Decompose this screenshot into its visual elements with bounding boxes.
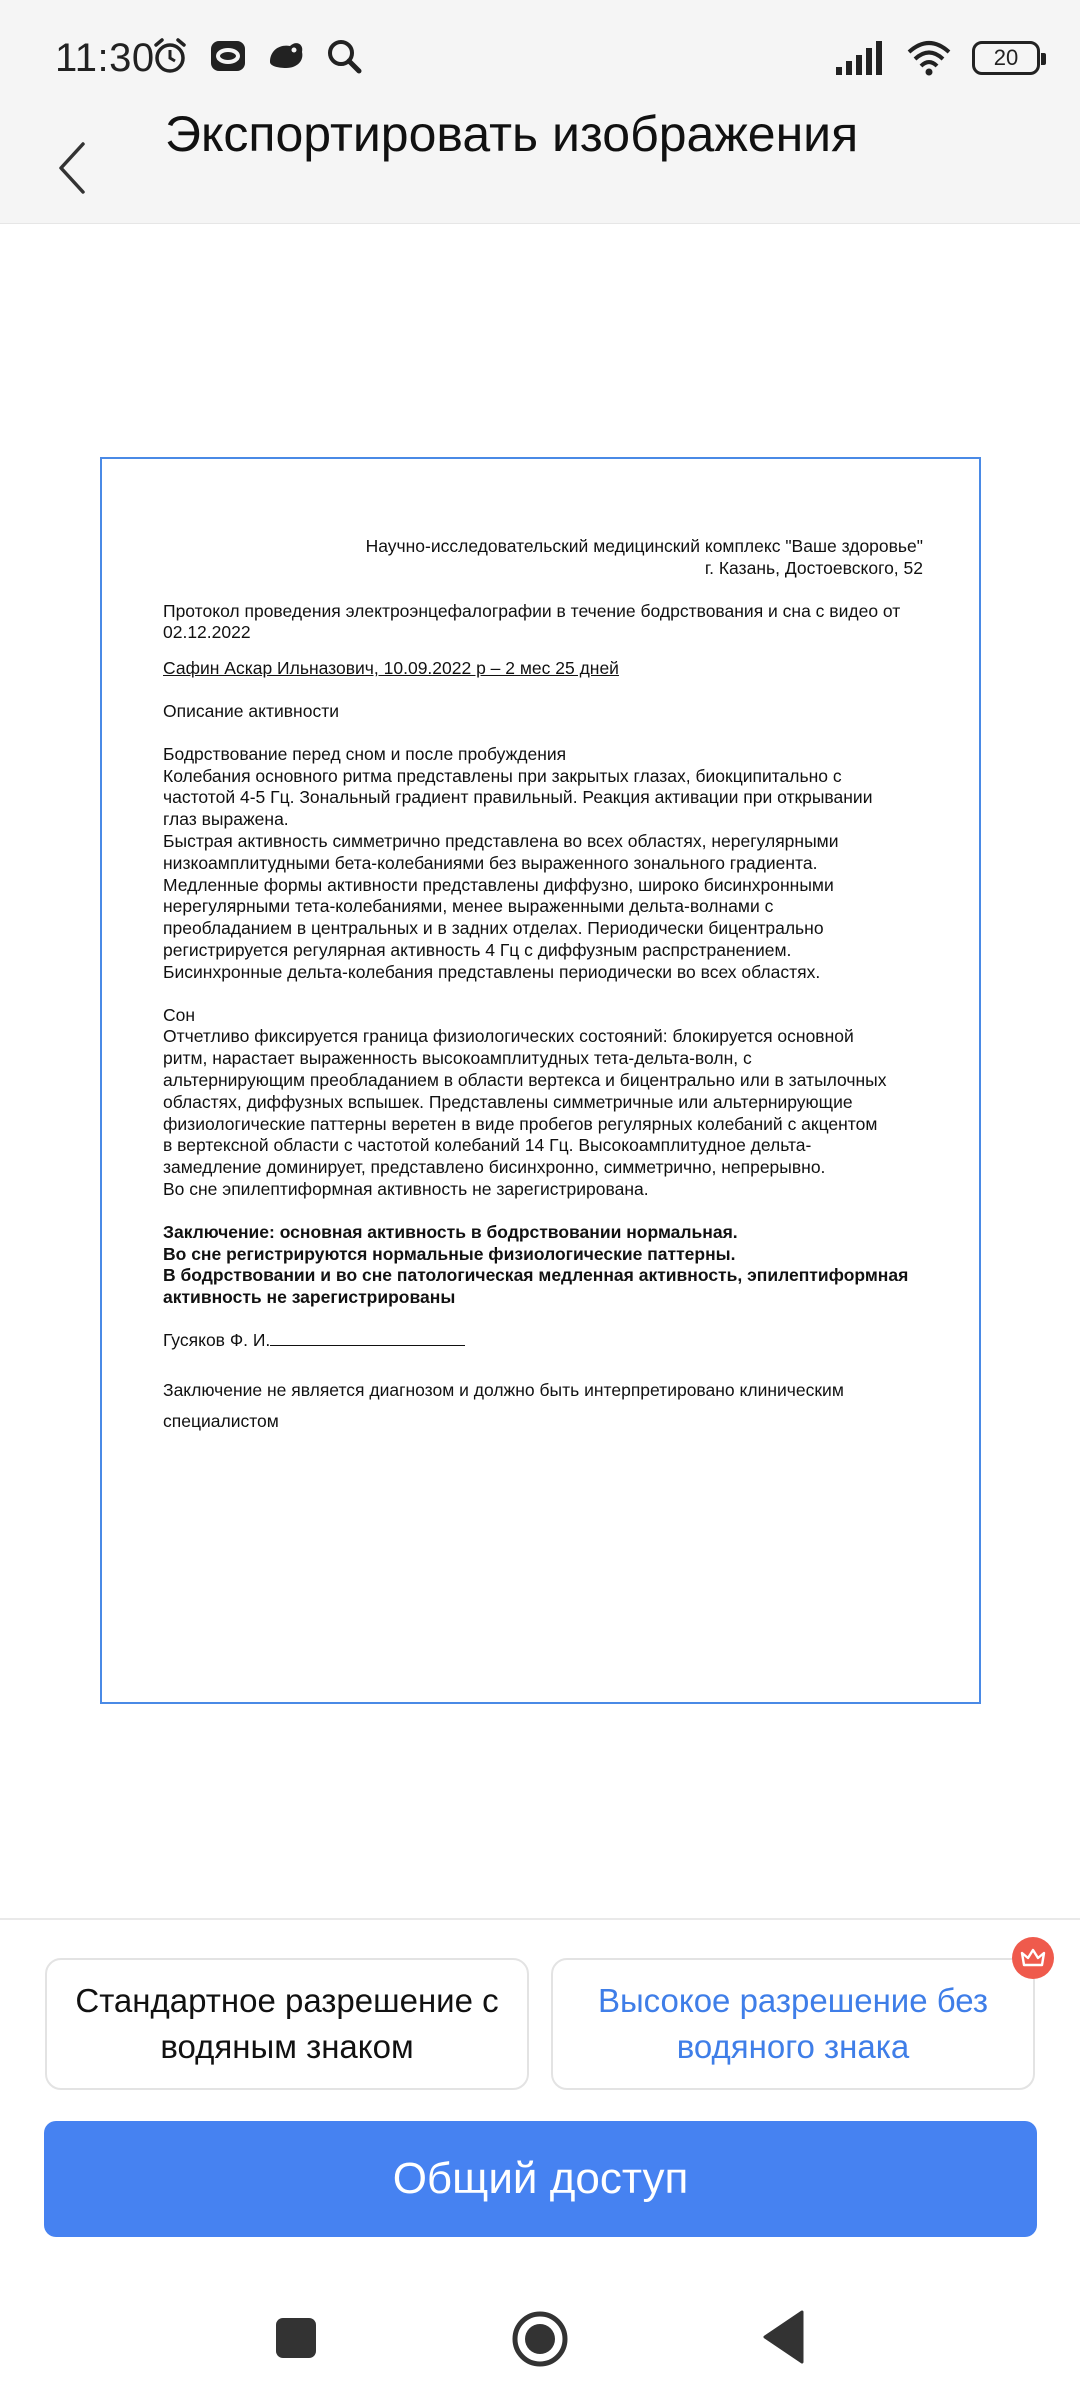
doc-org-name: Научно-исследовательский медицинский комплекс "Ваше здоровье" <box>365 536 923 556</box>
doc-signature-line <box>270 1330 465 1346</box>
doc-sleep-line: Отчетливо фиксируется граница физиологических состояний: блокируется основной <box>163 1026 854 1047</box>
doc-sleep-line: Во сне эпилептиформная активность не зарегистрирована. <box>163 1178 649 1199</box>
crown-icon <box>1020 1947 1046 1969</box>
doc-wake-line: Быстрая активность симметрично представлена во всех областях, нерегулярными <box>163 830 839 851</box>
preview-area <box>0 225 1080 1915</box>
back-arrow-icon <box>55 140 89 196</box>
battery-indicator: 20 <box>972 41 1040 75</box>
doc-conclusion-line: активность не зарегистрированы <box>163 1287 456 1308</box>
back-button[interactable] <box>40 128 104 208</box>
doc-wake-line: Медленные формы активности представлены диффузно, широко бисинхронными <box>163 874 834 895</box>
doc-protocol-title: Протокол проведения электроэнцефалографии в течение бодрствования и сна с видео от 02.12.2022 <box>163 600 901 643</box>
mascot-icon <box>266 36 306 76</box>
doc-disclaimer-line: специалистом <box>163 1410 279 1431</box>
doc-sleep-line: в вертексной области с частотой колебаний 14 Гц. Высокоамплитудное дельта- <box>163 1135 812 1156</box>
doc-activity-heading: Описание активности <box>163 700 339 721</box>
wifi-icon <box>906 40 952 76</box>
doc-sleep-line: замедление доминирует, представлено бисинхронно, симметрично, непрерывно. <box>163 1157 826 1178</box>
page-title: Экспортировать изображения <box>165 106 859 162</box>
doc-wake-line: глаз выражена. <box>163 809 289 830</box>
doc-sleep-line: ритм, нарастает выраженность высокоамплитудных тета-дельта-волн, с <box>163 1048 752 1069</box>
search-icon <box>324 36 364 76</box>
doc-wake-line: низкоамплитудными бета-колебаниями без выраженного зонального градиента. <box>163 852 818 873</box>
doc-wake-line: нерегулярными тета-колебаниями, менее выраженными дельта-волнами с <box>163 896 774 917</box>
alarm-icon <box>150 36 190 76</box>
doc-conclusion-line: Заключение: основная активность в бодрствовании нормальная. <box>163 1221 738 1242</box>
recent-apps-icon[interactable] <box>275 2317 317 2359</box>
status-time: 11:30 <box>55 36 155 80</box>
doc-wake-line: регистрируется регулярная активность 4 Гц с диффузным распрстранением. <box>163 939 792 960</box>
doc-disclaimer-line: Заключение не является диагнозом и должно быть интерпретировано клиническим <box>163 1379 844 1400</box>
system-nav-bar <box>0 2260 1080 2400</box>
app-icon <box>208 36 248 76</box>
doc-signature-row <box>163 1330 923 1352</box>
standard-resolution-option[interactable] <box>45 1958 529 2090</box>
doc-signature: Гусяков Ф. И. <box>163 1329 271 1350</box>
document-preview[interactable] <box>100 457 981 1704</box>
standard-resolution-label: Стандартное разрешение с водяным знаком <box>75 1982 499 2065</box>
doc-wake-line: Колебания основного ритма представлены при закрытых глазах, биокципитально с <box>163 765 842 786</box>
doc-patient: Сафин Аскар Ильназович, 10.09.2022 р – 2 мес 25 дней <box>163 658 619 679</box>
doc-org-address: г. Казань, Достоевского, 52 <box>704 557 923 578</box>
high-resolution-option[interactable] <box>551 1958 1035 2090</box>
document-content <box>163 536 923 1435</box>
nav-back-icon[interactable] <box>762 2310 804 2364</box>
signal-icon <box>836 41 886 75</box>
status-icons-right <box>836 40 1040 76</box>
premium-badge <box>1012 1937 1054 1979</box>
doc-sleep-heading: Сон <box>163 1004 196 1025</box>
doc-conclusion-line: Во сне регистрируются нормальные физиологические паттерны. <box>163 1243 736 1264</box>
share-button[interactable]: Общий доступ <box>44 2121 1037 2237</box>
status-bar <box>0 0 1080 110</box>
doc-wake-line: Бисинхронные дельта-колебания представлены периодически во всех областях. <box>163 961 821 982</box>
doc-wake-line: преобладанием в центральных и в задних отделах. Периодически бицентрально <box>163 918 824 939</box>
app-bar <box>0 106 1080 224</box>
status-icons-left <box>150 36 364 76</box>
doc-wake-heading: Бодрствование перед сном и после пробуждения <box>163 743 567 764</box>
doc-sleep-line: альтернирующим преобладанием в области вертекса и бицентрально или в затылочных <box>163 1069 887 1090</box>
doc-wake-line: частотой 4-5 Гц. Зональный градиент правильный. Реакция активации при открывании <box>163 787 873 808</box>
high-resolution-label: Высокое разрешение без водяного знака <box>597 1982 989 2065</box>
doc-conclusion-line: В бодрствовании и во сне патологическая медленная активность, эпилептиформная <box>163 1265 909 1286</box>
doc-sleep-line: областях, диффузных вспышек. Представлены симметричные или альтернирующие <box>163 1091 853 1112</box>
doc-sleep-line: физиологические паттерны веретен в виде пробегов регулярных колебаний с акцентом <box>163 1113 878 1134</box>
home-icon[interactable] <box>511 2310 569 2368</box>
